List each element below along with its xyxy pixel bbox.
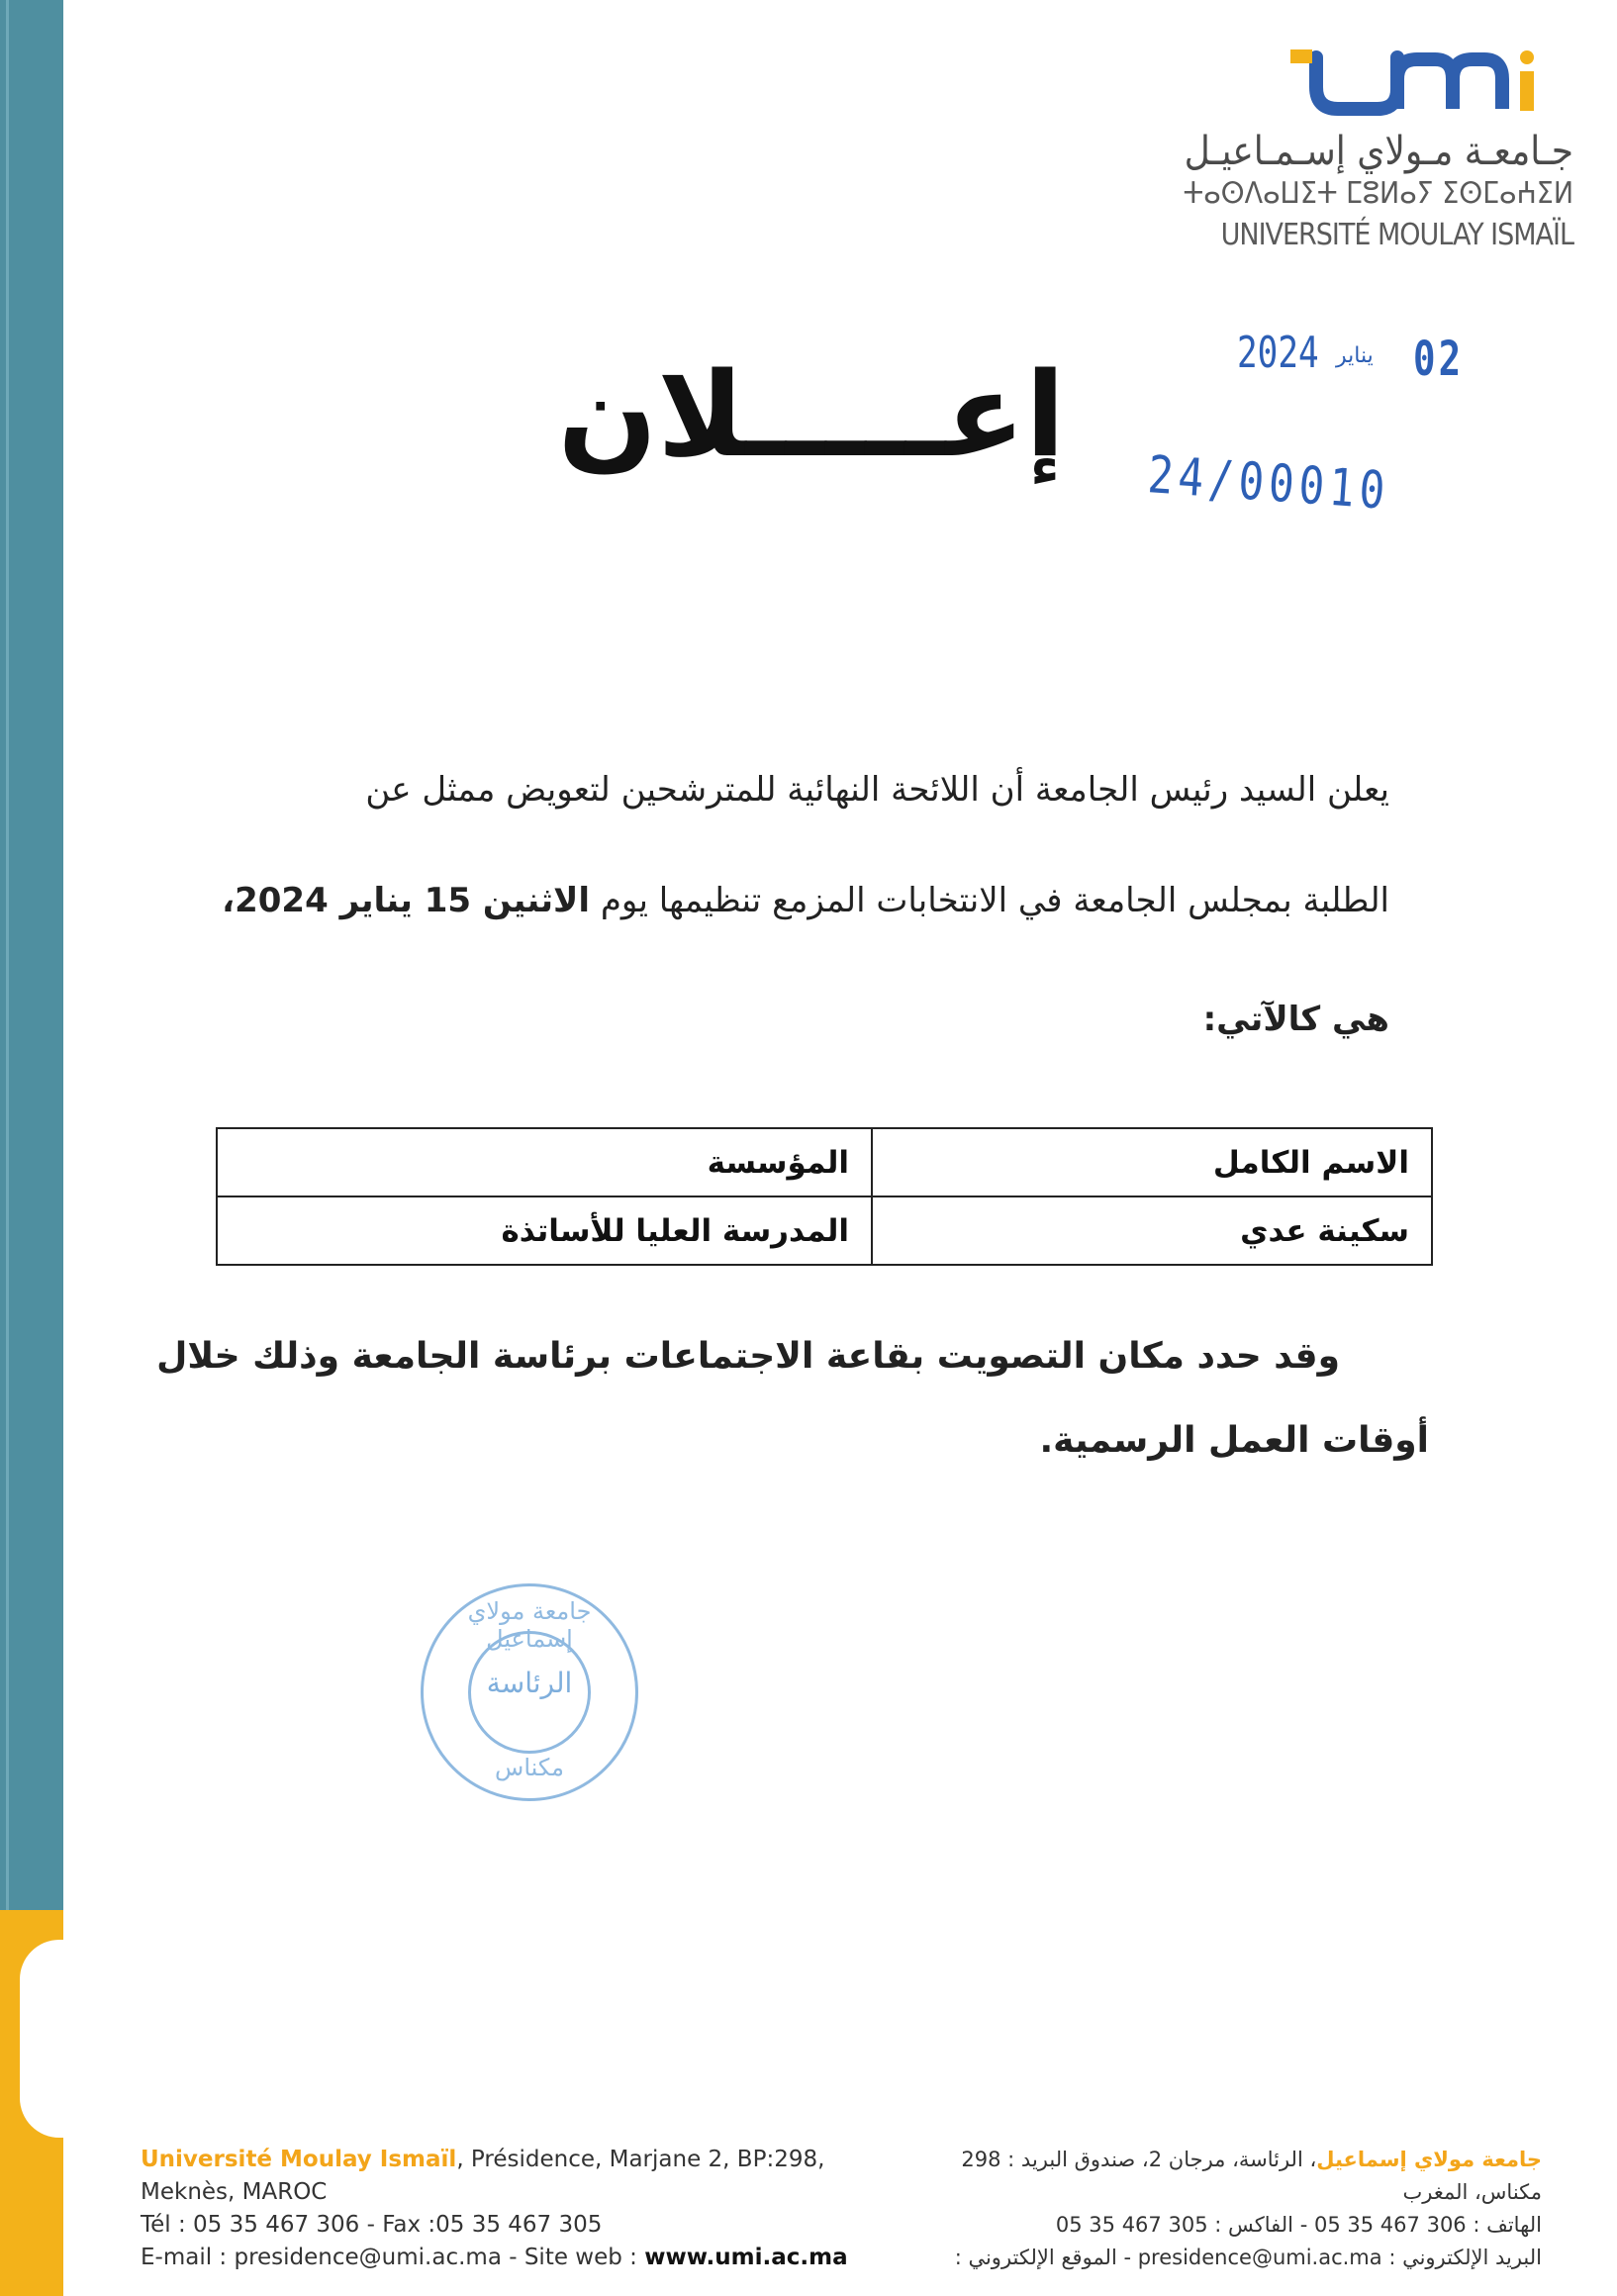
logo-tifinagh-name: ⵜⴰⵙⴷⴰⵡⵉⵜ ⵎⵓⵍⴰⵢ ⵉⵙⵎⴰⵄⵉⵍ [1183,176,1573,211]
footer-website-link[interactable]: www.umi.ac.ma [644,2245,848,2270]
reference-number-stamp: 24/00010 [1145,445,1392,522]
stamp-ring-bottom-text: مكناس [495,1754,564,1781]
left-teal-band [0,0,63,1910]
footer-address-fr-1: , Présidence, Marjane 2, BP:298, [456,2147,825,2172]
announcement-line-1: يعلن السيد رئيس الجامعة أن اللائحة النهائية للمترشحين لتعويض ممثل عن [365,770,1389,810]
cell-institution: المدرسة العليا للأساتذة [217,1196,872,1265]
footer-email-fr: E-mail : presidence@umi.ac.ma - Site web : [141,2245,645,2270]
page-title: إعـــــلان [557,346,1066,483]
stamp-day: 02 [1413,332,1465,387]
logo-arabic-name: جـامعـة مـولاي إسـمـاعيـل [1184,129,1573,174]
footer-brand-ar: جامعة مولاي إسماعيل [1316,2148,1542,2171]
header-institution: المؤسسة [217,1128,872,1196]
footer-address-ar-1: ، الرئاسة، مرجان 2، صندوق البريد : 298 [961,2148,1317,2171]
stamp-month: يناير [1336,343,1374,368]
table-header-row [217,1128,1432,1196]
left-band-notch [20,1940,63,2138]
logo-french-name: UNIVERSITÉ MOULAY ISMAÏL [1220,218,1573,252]
footer-address-fr-2: Meknès, MAROC [141,2179,328,2205]
official-round-stamp [421,1583,638,1801]
closing-line-1: وقد حدد مكان التصويت بقاعة الاجتماعات برئاسة الجامعة وذلك خلال [156,1336,1340,1377]
footer-address-ar-2: مكناس، المغرب [1402,2180,1542,2204]
university-logo [1183,49,1573,257]
election-date: الاثنين 15 يناير 2024، [222,881,591,920]
footer-phone-fr: Tél : 05 35 467 306 - Fax :05 35 467 305 [141,2212,603,2238]
footer-phone-ar: الهاتف : 306 467 35 05 - الفاكس : 305 467 35 05 [1055,2213,1542,2237]
announcement-line-2 [222,881,1389,920]
announcement-line-2-text: الطلبة بمجلس الجامعة في الانتخابات المزمع تنظيمها يوم [590,881,1389,920]
closing-line-2: أوقات العمل الرسمية. [1039,1420,1429,1461]
footer-french [141,2144,848,2274]
stamp-ring-top-text: جامعة مولاي إسماعيل [467,1597,592,1653]
candidates-table [216,1127,1433,1266]
footer-arabic [955,2144,1542,2274]
footer-brand-fr: Université Moulay Ismaïl [141,2147,457,2172]
date-stamp [1237,322,1494,391]
header-full-name: الاسم الكامل [872,1128,1432,1196]
cell-full-name: سكينة عدي [872,1196,1432,1265]
umi-logo-mark [1286,49,1544,119]
stamp-center-text: الرئاسة [486,1667,573,1699]
stamp-year: 2024 [1237,328,1319,378]
table-row [217,1196,1432,1265]
announcement-line-3: هي كالآتي: [1202,1000,1389,1039]
footer-email-ar: البريد الإلكتروني : presidence@umi.ac.ma - الموقع الإلكتروني : [954,2246,1542,2269]
